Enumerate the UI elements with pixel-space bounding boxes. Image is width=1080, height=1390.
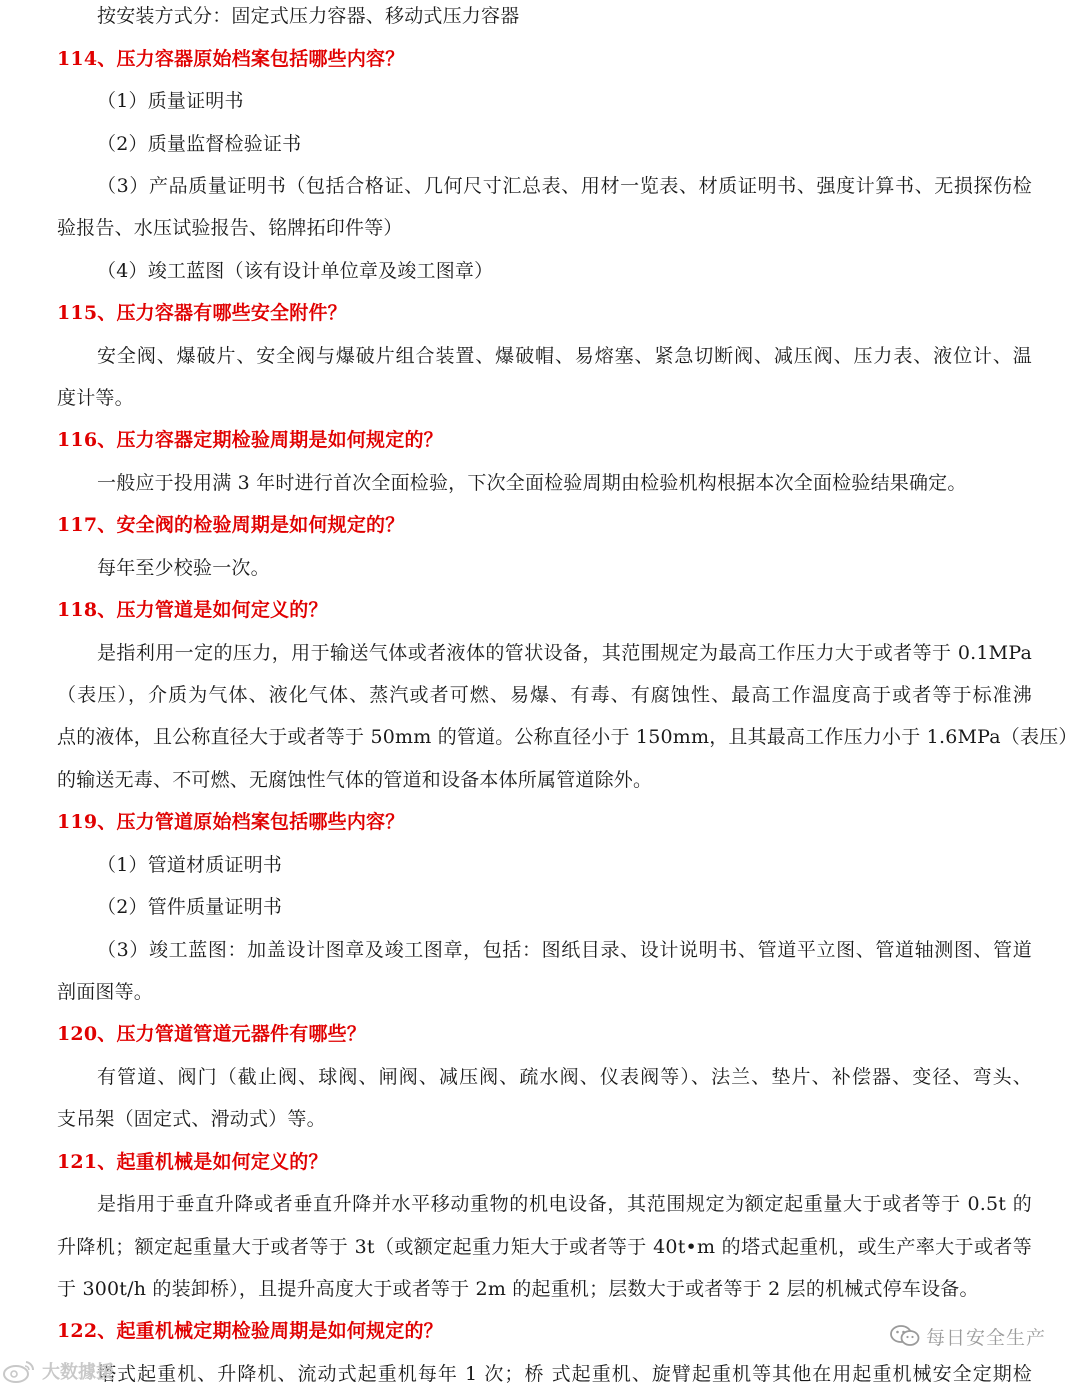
body-text-line: 有管道、阀门（截止阀、球阀、闸阀、减压阀、疏水阀、仪表阀等）、法兰、垫片、补偿器、变径、弯头、 (97, 1066, 1032, 1088)
question-heading: 114、压力容器原始档案包括哪些内容？ (57, 48, 405, 70)
body-text-line: （表压），介质为气体、液化气体、蒸汽或者可燃、易爆、有毒、有腐蚀性、最高工作温度高于或者等于标准沸 (57, 684, 1032, 706)
body-text-line: 塔式起重机、升降机、流动式起重机每年 1 次；桥 式起重机、旋臂起重机等其他在用起重机械安全定期检 (97, 1363, 1032, 1385)
wechat-icon (890, 1324, 920, 1348)
list-item: （4）竣工蓝图（该有设计单位章及竣工图章） (97, 260, 494, 282)
body-text-line: 是指利用一定的压力，用于输送气体或者液体的管状设备，其范围规定为最高工作压力大于或者等于 0.1MPa (97, 642, 1032, 664)
body-text-line: 安全阀、爆破片、安全阀与爆破片组合装置、爆破帽、易熔塞、紧急切断阀、减压阀、压力表、液位计、温 (97, 345, 1032, 367)
question-heading: 118、压力管道是如何定义的？ (57, 599, 328, 621)
question-heading: 117、安全阀的检验周期是如何规定的？ (57, 514, 405, 536)
body-text-line: 一般应于投用满 3 年时进行首次全面检验，下次全面检验周期由检验机构根据本次全面检验结果确定。 (97, 472, 967, 494)
body-text-line: 支吊架（固定式、滑动式）等。 (57, 1108, 326, 1130)
body-text-line: 度计等。 (57, 387, 134, 409)
body-text-line: 按安装方式分：固定式压力容器、移动式压力容器 (97, 5, 520, 27)
list-item: （2）管件质量证明书 (97, 896, 283, 918)
question-heading: 121、起重机械是如何定义的？ (57, 1151, 328, 1173)
question-heading: 116、压力容器定期检验周期是如何规定的？ (57, 429, 443, 451)
watermark-left-text: 大数據援 (42, 1362, 114, 1383)
weibo-icon (2, 1358, 36, 1384)
list-item: （1）质量证明书 (97, 90, 244, 112)
question-heading: 122、起重机械定期检验周期是如何规定的？ (57, 1320, 443, 1342)
question-heading: 115、压力容器有哪些安全附件？ (57, 302, 347, 324)
watermark-weibo (2, 1356, 114, 1386)
list-item: （1）管道材质证明书 (97, 854, 283, 876)
body-text-line: 每年至少校验一次。 (97, 557, 270, 579)
list-item: （2）质量监督检验证书 (97, 133, 302, 155)
watermark-wechat (890, 1322, 1046, 1350)
body-text-line: 的输送无毒、不可燃、无腐蚀性气体的管道和设备本体所属管道除外。 (57, 769, 653, 791)
body-text-line: 升降机；额定起重量大于或者等于 3t（或额定起重力矩大于或者等于 40t•m 的塔式起重机，或生产率大于或者等 (57, 1236, 1032, 1258)
question-heading: 119、压力管道原始档案包括哪些内容？ (57, 811, 405, 833)
list-item: （3）竣工蓝图：加盖设计图章及竣工图章，包括：图纸目录、设计说明书、管道平立图、管道轴测图、管道 (97, 939, 1032, 961)
body-text-line: 验报告、水压试验报告、铭牌拓印件等） (57, 217, 403, 239)
body-text-line: 剖面图等。 (57, 981, 154, 1003)
watermark-right-text: 每日安全生产 (925, 1326, 1046, 1349)
list-item: （3）产品质量证明书（包括合格证、几何尺寸汇总表、用材一览表、材质证明书、强度计算书、无损探伤检 (97, 175, 1032, 197)
question-heading: 120、压力管道管道元器件有哪些？ (57, 1023, 367, 1045)
body-text-line: 点的液体，且公称直径大于或者等于 50mm 的管道。公称直径小于 150mm，且其最高工作压力小于 1.6MPa（表压） (57, 726, 1078, 748)
body-text-line: 是指用于垂直升降或者垂直升降并水平移动重物的机电设备，其范围规定为额定起重量大于或者等于 0.5t 的 (97, 1193, 1032, 1215)
body-text-line: 于 300t/h 的装卸桥），且提升高度大于或者等于 2m 的起重机；层数大于或者等于 2 层的机械式停车设备。 (57, 1278, 979, 1300)
